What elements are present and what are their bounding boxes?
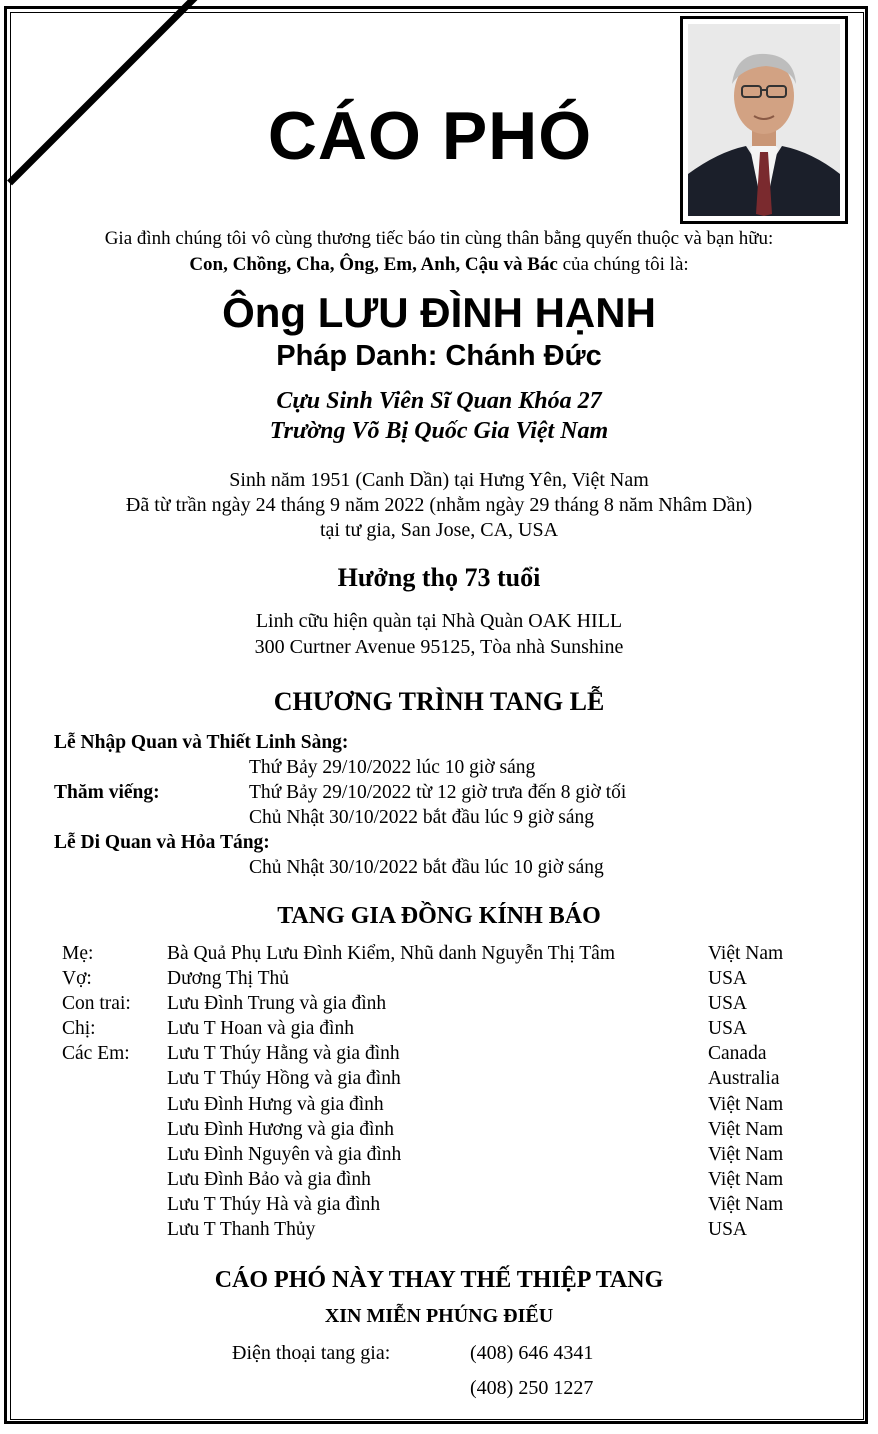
family-country: Canada <box>708 1043 767 1065</box>
dharma-name: Pháp Danh: Chánh Đức <box>276 340 602 372</box>
family-member-name: Bà Quả Phụ Lưu Đình Kiểm, Nhũ danh Nguyễn Thị Tâm <box>167 943 616 964</box>
family-row <box>62 1192 822 1217</box>
family-member-name: Lưu Đình Hương và gia đình <box>167 1118 394 1140</box>
venue-line-2: 300 Curtner Avenue 95125, Tòa nhà Sunshine <box>254 636 624 658</box>
family-member-name: Lưu T Hoan và gia đình <box>167 1018 354 1040</box>
intro-line-2 <box>0 252 878 278</box>
family-row <box>62 1142 822 1167</box>
birth-info: Sinh năm 1951 (Canh Dần) tại Hưng Yên, Việt Nam <box>229 469 649 491</box>
phone-number: (408) 646 4341 <box>470 1342 594 1364</box>
intro-line-2-rest: của chúng tôi là: <box>557 254 689 275</box>
family-row <box>62 966 822 991</box>
family-relation: Chị: <box>62 1018 96 1040</box>
family-member-name: Lưu T Thúy Hà và gia đình <box>167 1193 381 1215</box>
family-country: USA <box>708 1018 748 1040</box>
family-row <box>62 1217 822 1242</box>
portrait-photo <box>680 16 848 224</box>
family-country: USA <box>708 1219 748 1241</box>
military-rank <box>0 386 878 446</box>
family-list <box>62 941 822 1242</box>
family-member-name: Lưu Đình Bảo và gia đình <box>167 1168 371 1190</box>
schedule-value: Chủ Nhật 30/10/2022 bắt đầu lúc 9 giờ sáng <box>249 807 595 828</box>
page-title: CÁO PHÓ <box>267 98 593 174</box>
family-member-name: Lưu Đình Hưng và gia đình <box>167 1093 384 1115</box>
funeral-venue <box>0 608 878 660</box>
age-at-death: Hưởng thọ 73 tuổi <box>337 563 541 592</box>
schedule-value: Thứ Bảy 29/10/2022 từ 12 giờ trưa đến 8 giờ tối <box>249 782 627 803</box>
schedule-label: Thăm viếng: <box>54 782 160 803</box>
schedule-label: Lễ Nhập Quan và Thiết Linh Sàng: <box>54 732 349 753</box>
family-row <box>62 1117 822 1142</box>
family-heading: TANG GIA ĐỒNG KÍNH BÁO <box>277 903 601 929</box>
rank-line-1: Cựu Sinh Viên Sĩ Quan Khóa 27 <box>276 388 602 414</box>
phone-number: (408) 250 1227 <box>470 1377 594 1399</box>
family-country: Việt Nam <box>708 1118 784 1140</box>
death-info: Đã từ trần ngày 24 tháng 9 năm 2022 (nhằm ngày 29 tháng 8 năm Nhâm Dần) <box>125 494 753 516</box>
schedule-label: Lễ Di Quan và Hỏa Táng: <box>54 832 270 853</box>
deceased-name: Ông LƯU ĐÌNH HẠNH <box>222 289 656 336</box>
family-row <box>62 1092 822 1117</box>
family-country: Việt Nam <box>708 943 784 964</box>
phone-label: Điện thoại tang gia: <box>232 1342 391 1364</box>
intro-relations: Con, Chồng, Cha, Ông, Em, Anh, Cậu và Bác <box>189 254 558 275</box>
family-country: Việt Nam <box>708 1143 784 1165</box>
schedule-row <box>54 780 834 805</box>
closing-notice: CÁO PHÓ NÀY THAY THẾ THIỆP TANG <box>214 1267 664 1293</box>
no-condolence-gifts: XIN MIỄN PHÚNG ĐIẾU <box>324 1305 554 1327</box>
bio-text <box>0 468 878 543</box>
family-member-name: Lưu Đình Nguyên và gia đình <box>167 1143 402 1165</box>
family-row <box>62 1016 822 1041</box>
schedule-value: Chủ Nhật 30/10/2022 bắt đầu lúc 10 giờ sáng <box>249 857 604 878</box>
mourning-ribbon <box>0 0 200 200</box>
schedule-row <box>54 730 834 755</box>
family-country: Australia <box>708 1068 780 1090</box>
family-relation: Mẹ: <box>62 943 94 964</box>
schedule-row <box>54 755 834 780</box>
schedule-value: Thứ Bảy 29/10/2022 lúc 10 giờ sáng <box>249 757 536 778</box>
family-relation: Con trai: <box>62 993 131 1015</box>
family-member-name: Lưu T Thúy Hằng và gia đình <box>167 1043 400 1065</box>
family-member-name: Dương Thị Thủ <box>167 968 289 990</box>
rank-line-2: Trường Võ Bị Quốc Gia Việt Nam <box>269 418 609 444</box>
family-row <box>62 1066 822 1091</box>
family-country: Việt Nam <box>708 1193 784 1215</box>
intro-line-1: Gia đình chúng tôi vô cùng thương tiếc báo tin cùng thân bằng quyến thuộc và bạn hữu: <box>104 228 774 249</box>
schedule-row <box>54 830 834 855</box>
death-place: tại tư gia, San Jose, CA, USA <box>319 519 559 541</box>
family-country: Việt Nam <box>708 1093 784 1115</box>
venue-line-1: Linh cữu hiện quàn tại Nhà Quàn OAK HILL <box>255 610 623 632</box>
schedule-list <box>54 730 834 880</box>
family-member-name: Lưu Đình Trung và gia đình <box>167 993 387 1015</box>
schedule-row <box>54 855 834 880</box>
family-member-name: Lưu T Thanh Thủy <box>167 1219 316 1241</box>
family-country: Việt Nam <box>708 1168 784 1190</box>
family-row <box>62 1041 822 1066</box>
schedule-row <box>54 805 834 830</box>
family-row <box>62 991 822 1016</box>
family-row <box>62 941 822 966</box>
family-row <box>62 1167 822 1192</box>
family-relation: Các Em: <box>62 1043 130 1065</box>
intro-text <box>0 226 878 278</box>
family-country: USA <box>708 993 748 1015</box>
family-country: USA <box>708 968 748 990</box>
schedule-heading: CHƯƠNG TRÌNH TANG LỄ <box>273 687 605 716</box>
family-relation: Vợ: <box>62 968 92 990</box>
family-member-name: Lưu T Thúy Hồng và gia đình <box>167 1068 401 1090</box>
